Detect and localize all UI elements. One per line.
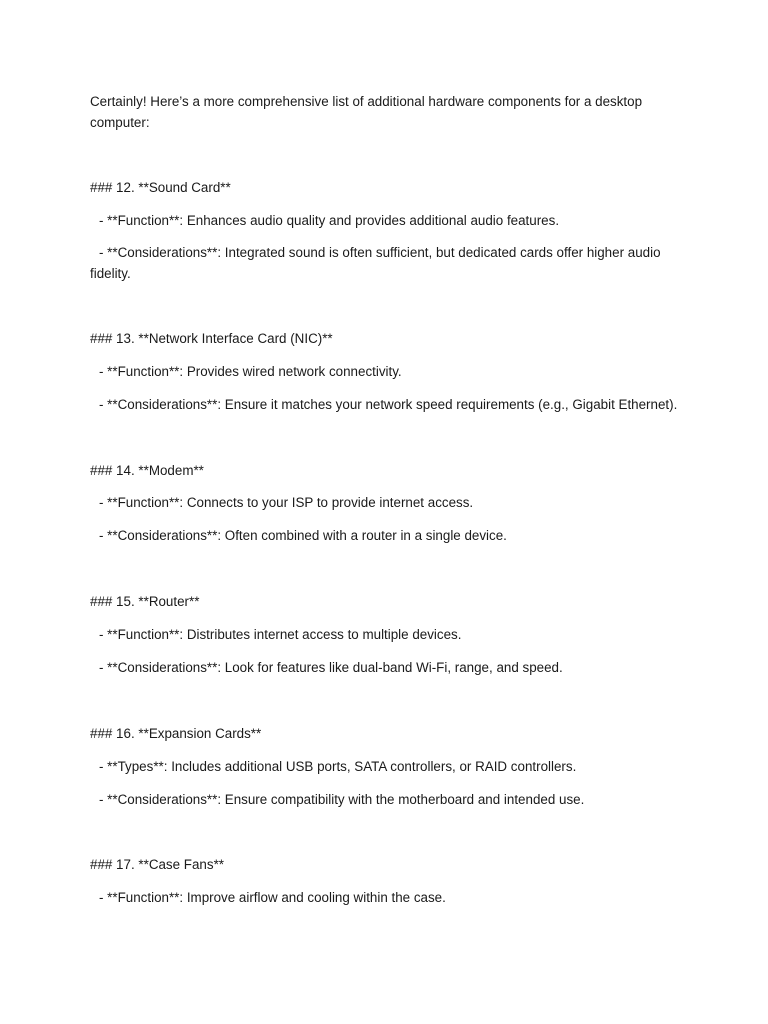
list-item: - **Considerations**: Look for features like dual-band Wi-Fi, range, and speed. — [99, 660, 563, 675]
section-heading: ### 12. **Sound Card** — [90, 180, 231, 195]
section-heading: ### 16. **Expansion Cards** — [90, 726, 262, 741]
list-item: - **Function**: Provides wired network connectivity. — [99, 364, 402, 379]
list-item: - **Considerations**: Integrated sound is often sufficient, but dedicated cards offer higher audio fidelity. — [90, 245, 661, 281]
list-item: - **Function**: Enhances audio quality and provides additional audio features. — [99, 213, 560, 228]
list-item: - **Considerations**: Often combined with a router in a single device. — [99, 528, 507, 543]
section-heading: ### 17. **Case Fans** — [90, 857, 224, 872]
section-heading: ### 15. **Router** — [90, 594, 200, 609]
list-item: - **Function**: Distributes internet access to multiple devices. — [99, 627, 462, 642]
list-item: - **Types**: Includes additional USB ports, SATA controllers, or RAID controllers. — [99, 759, 577, 774]
intro-paragraph: Certainly! Here’s a more comprehensive list of additional hardware components for a desktop computer: — [90, 94, 643, 130]
list-item: - **Function**: Connects to your ISP to provide internet access. — [99, 495, 474, 510]
list-item: - **Function**: Improve airflow and cooling within the case. — [99, 890, 446, 905]
list-item: - **Considerations**: Ensure it matches your network speed requirements (e.g., Gigabit Ethernet). — [99, 397, 678, 412]
section-heading: ### 14. **Modem** — [90, 463, 204, 478]
list-item: - **Considerations**: Ensure compatibility with the motherboard and intended use. — [99, 792, 585, 807]
section-heading: ### 13. **Network Interface Card (NIC)** — [90, 331, 333, 346]
